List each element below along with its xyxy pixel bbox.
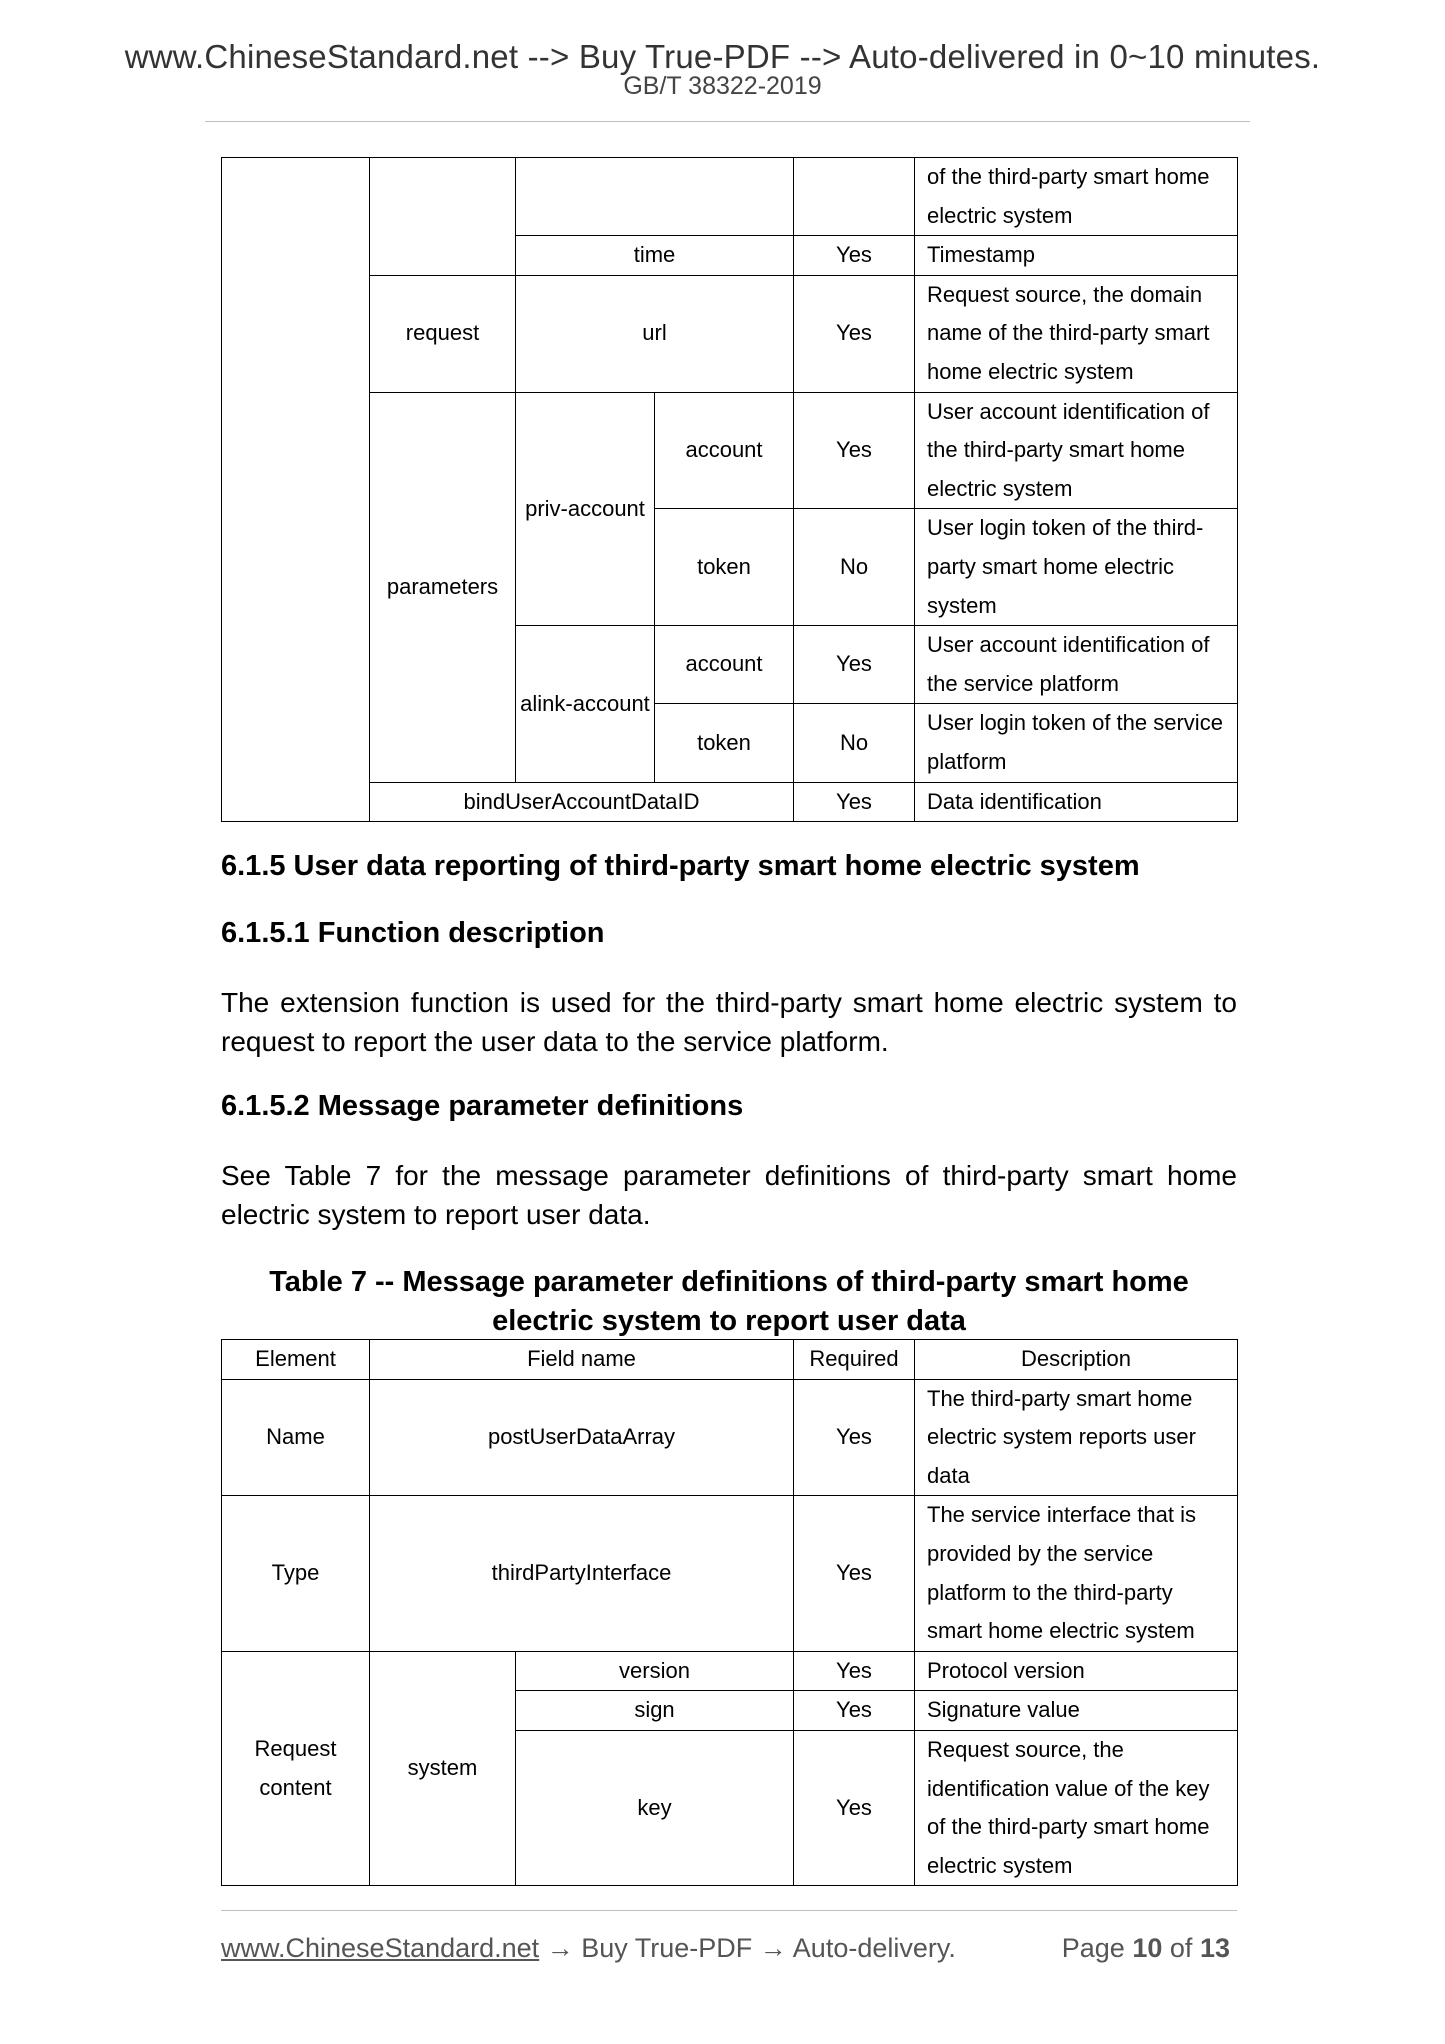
- element-cell: Type: [222, 1496, 370, 1651]
- required-cell: Yes: [794, 392, 915, 509]
- description-cell: User account identification of the service platform: [915, 626, 1238, 704]
- footer-auto-text: Auto-delivery.: [792, 1933, 956, 1963]
- header-required: Required: [794, 1340, 915, 1380]
- page-total: 13: [1199, 1933, 1230, 1963]
- table-row: [222, 1651, 1238, 1691]
- table-row: [222, 158, 1238, 236]
- element-cell-empty: [222, 158, 370, 822]
- required-cell: Yes: [794, 1379, 915, 1496]
- header-element: Element: [222, 1340, 370, 1380]
- required-cell: Yes: [794, 1496, 915, 1651]
- table-7-caption: [221, 1263, 1237, 1341]
- field-cell: time: [516, 236, 794, 276]
- group-label-system: system: [370, 1651, 516, 1886]
- group-label-parameters: parameters: [370, 392, 516, 782]
- cell-empty: [370, 158, 516, 276]
- of-label: of: [1169, 1933, 1193, 1963]
- header-description: Description: [915, 1340, 1238, 1380]
- required-cell: Yes: [794, 1651, 915, 1691]
- description-cell: Request source, the domain name of the third-party smart home electric system: [915, 275, 1238, 392]
- cell-empty: [794, 158, 915, 236]
- arrow-right-icon: →: [759, 1933, 787, 1963]
- table-row: [222, 1496, 1238, 1651]
- required-cell: Yes: [794, 626, 915, 704]
- paragraph-parameter-definitions: See Table 7 for the message parameter definitions of third-party smart home electric system to report user data.: [221, 1160, 1237, 1230]
- table-7: [221, 1339, 1238, 1886]
- required-cell: No: [794, 704, 915, 782]
- subgroup-label-priv-account: priv-account: [516, 392, 655, 626]
- subgroup-label-alink-account: alink-account: [516, 626, 655, 782]
- field-cell: sign: [516, 1691, 794, 1731]
- field-cell: postUserDataArray: [370, 1379, 794, 1496]
- page-label: Page: [1061, 1933, 1125, 1963]
- element-cell-request-content: Request content: [222, 1651, 370, 1886]
- field-cell: thirdPartyInterface: [370, 1496, 794, 1651]
- field-cell: version: [516, 1651, 794, 1691]
- field-cell: token: [655, 509, 794, 626]
- table-row: [222, 275, 1238, 392]
- description-cell: The third-party smart home electric system reports user data: [915, 1379, 1238, 1496]
- footer-site-link[interactable]: www.ChineseStandard.net: [221, 1933, 540, 1963]
- header-field-name: Field name: [370, 1340, 794, 1380]
- required-cell: Yes: [794, 1730, 915, 1885]
- field-cell: account: [655, 392, 794, 509]
- table-row: [222, 392, 1238, 509]
- required-cell: Yes: [794, 782, 915, 822]
- table-row: [222, 1379, 1238, 1496]
- description-cell: User account identification of the third-party smart home electric system: [915, 392, 1238, 509]
- caption-line-1: Table 7 -- Message parameter definitions of third-party smart home: [269, 1266, 1189, 1298]
- required-cell: Yes: [794, 236, 915, 276]
- header-banner: www.ChineseStandard.net --> Buy True-PDF --> Auto-delivered in 0~10 minutes.: [124, 38, 1321, 75]
- footer-divider: [221, 1910, 1237, 1911]
- header-divider: [205, 121, 1250, 122]
- description-cell: Protocol version: [915, 1651, 1238, 1691]
- description-cell: User login token of the third-party smart home electric system: [915, 509, 1238, 626]
- cell-empty: [516, 158, 794, 236]
- table-header-row: [222, 1340, 1238, 1380]
- page-number: 10: [1132, 1933, 1163, 1963]
- group-label-request: request: [370, 275, 516, 392]
- table-6-continued: [221, 157, 1238, 822]
- required-cell: Yes: [794, 275, 915, 392]
- section-heading-6-1-5-2: 6.1.5.2 Message parameter definitions: [221, 1090, 744, 1122]
- description-cell: The service interface that is provided by the service platform to the third-party smart home electric system: [915, 1496, 1238, 1651]
- field-cell: account: [655, 626, 794, 704]
- footer-left: [221, 1933, 956, 1964]
- section-heading-6-1-5: 6.1.5 User data reporting of third-party smart home electric system: [221, 850, 1140, 882]
- field-cell: token: [655, 704, 794, 782]
- arrow-right-icon: →: [546, 1933, 574, 1963]
- field-cell: bindUserAccountDataID: [370, 782, 794, 822]
- standard-number: GB/T 38322-2019: [623, 72, 822, 100]
- description-cell: Signature value: [915, 1691, 1238, 1731]
- required-cell: Yes: [794, 1691, 915, 1731]
- caption-line-2: electric system to report user data: [492, 1305, 966, 1337]
- table-row: [222, 782, 1238, 822]
- field-cell: url: [516, 275, 794, 392]
- description-cell: Timestamp: [915, 236, 1238, 276]
- description-cell: of the third-party smart home electric system: [915, 158, 1238, 236]
- section-heading-6-1-5-1: 6.1.5.1 Function description: [221, 917, 605, 949]
- element-cell: Name: [222, 1379, 370, 1496]
- footer-buy-text: Buy True-PDF: [581, 1933, 753, 1963]
- description-cell: User login token of the service platform: [915, 704, 1238, 782]
- page-indicator: [1062, 1933, 1230, 1964]
- description-cell: Request source, the identification value of the key of the third-party smart home electric system: [915, 1730, 1238, 1885]
- field-cell: key: [516, 1730, 794, 1885]
- required-cell: No: [794, 509, 915, 626]
- paragraph-function-description: The extension function is used for the third-party smart home electric system to request to report the user data to the service platform.: [221, 987, 1237, 1057]
- description-cell: Data identification: [915, 782, 1238, 822]
